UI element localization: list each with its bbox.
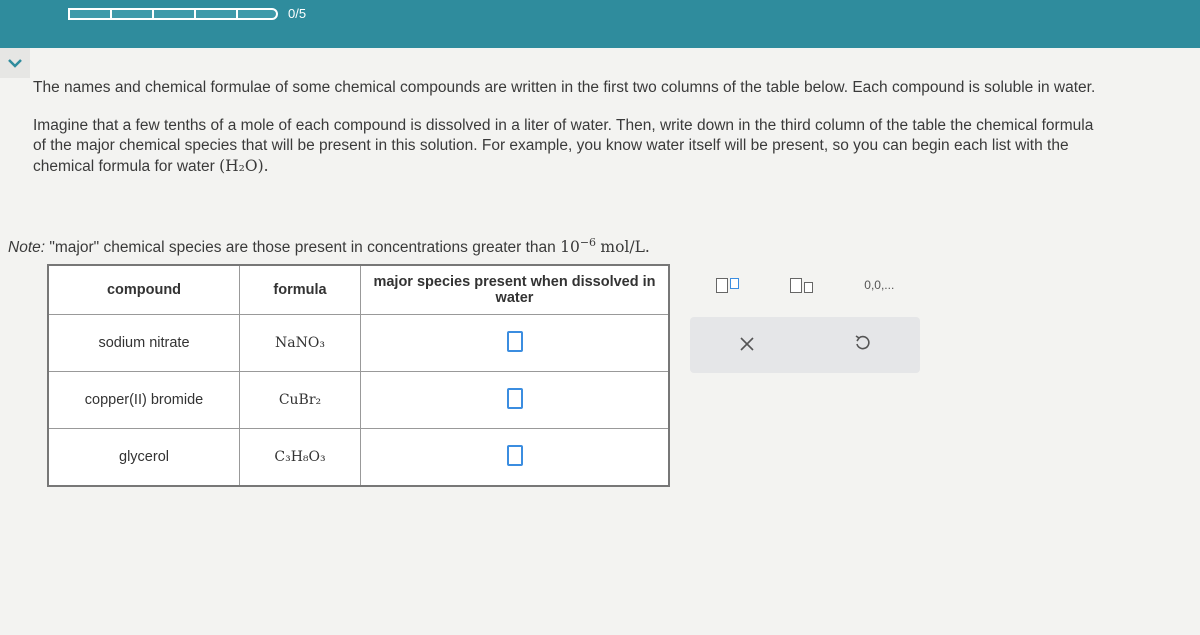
progress-count: 0/5	[288, 6, 307, 21]
progress-segment	[194, 8, 236, 20]
note-unit: mol/L.	[600, 238, 650, 257]
compound-name: sodium nitrate	[48, 315, 240, 372]
note-exponent: −6	[579, 236, 597, 249]
progress-segment	[110, 8, 152, 20]
answer-cell	[361, 372, 670, 429]
toolbox-top-row	[690, 265, 920, 305]
header-formula: formula	[240, 265, 361, 315]
top-bar	[0, 0, 1200, 48]
undo-button[interactable]	[853, 332, 871, 358]
answer-cell	[361, 429, 670, 487]
toolbox-action-row	[690, 317, 920, 373]
water-formula: (H₂O).	[219, 157, 269, 175]
note-value: 10	[560, 238, 580, 257]
answer-input[interactable]	[507, 445, 523, 466]
progress-indicator	[68, 6, 306, 21]
table-header-row	[48, 265, 669, 315]
clear-button[interactable]	[739, 332, 755, 358]
list-label: 0,0,...	[864, 278, 895, 292]
chevron-down-icon	[8, 58, 22, 68]
progress-segment	[68, 8, 110, 20]
superscript-slot-icon	[730, 278, 739, 289]
answer-input[interactable]	[507, 388, 523, 409]
compound-formula: CuBr₂	[240, 372, 361, 429]
superscript-base-icon	[716, 278, 728, 293]
progress-segment	[236, 8, 278, 20]
undo-icon	[853, 334, 871, 352]
question-paragraph-2: Imagine that a few tenths of a mole of each compound is dissolved in a liter of water. Then, write down in the third column of the table the chemical formula of the major chemical species that will be present in this solution. For example, you know water itself will be present, so you can begin each list with the chemical formula for water (H₂O).	[33, 117, 1094, 175]
math-toolbox	[690, 265, 920, 377]
header-major-species: major species present when dissolved in water	[361, 265, 670, 315]
list-button[interactable]	[864, 278, 894, 292]
compound-name: copper(II) bromide	[48, 372, 240, 429]
answer-cell	[361, 315, 670, 372]
question-text	[33, 78, 1103, 195]
collapse-toggle[interactable]	[0, 48, 30, 78]
subscript-base-icon	[790, 278, 802, 293]
compound-formula: NaNO₃	[240, 315, 361, 372]
compound-table	[47, 264, 670, 487]
answer-input[interactable]	[507, 331, 523, 352]
superscript-button[interactable]	[716, 278, 739, 293]
subscript-slot-icon	[804, 282, 813, 293]
table-row	[48, 372, 669, 429]
note-label: Note:	[8, 239, 46, 257]
progress-segment	[152, 8, 194, 20]
note	[8, 236, 650, 257]
table-row	[48, 429, 669, 487]
header-compound: compound	[48, 265, 240, 315]
close-icon	[739, 336, 755, 352]
question-paragraph-1: The names and chemical formulae of some chemical compounds are written in the first two columns of the table below. Each compound is soluble in water.	[33, 79, 1096, 96]
note-text: "major" chemical species are those present in concentrations greater than	[49, 239, 556, 257]
compound-formula: C₃H₈O₃	[240, 429, 361, 487]
subscript-button[interactable]	[790, 278, 813, 293]
table-row	[48, 315, 669, 372]
compound-name: glycerol	[48, 429, 240, 487]
